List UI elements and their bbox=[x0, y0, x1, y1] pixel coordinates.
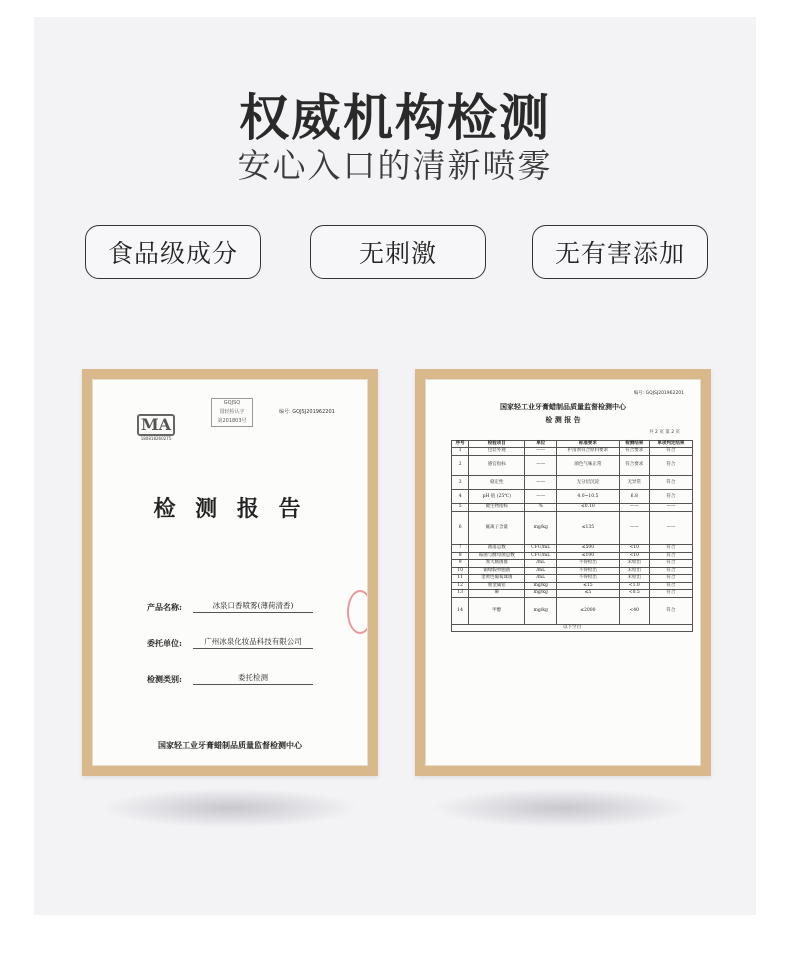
table-cell: 符合 bbox=[649, 476, 692, 490]
table-cell: 包装外观 bbox=[469, 448, 525, 456]
table-cell: 不得检出 bbox=[557, 575, 620, 583]
table-header-row bbox=[452, 441, 693, 448]
table-cell: —— bbox=[649, 504, 692, 512]
table-org-name: 国家轻工业牙膏蜡制品质量监督检测中心 bbox=[500, 402, 626, 411]
table-cell: 符合 bbox=[649, 545, 692, 553]
table-row bbox=[452, 476, 693, 490]
table-footer-note: 以下空白 bbox=[452, 624, 693, 631]
table-cell: 铜绿假单胞菌 bbox=[469, 567, 525, 575]
stamp-line: 国轻检认字 bbox=[219, 409, 245, 415]
table-cell: 符合 bbox=[649, 590, 692, 598]
table-cell: 10 bbox=[452, 567, 469, 575]
header-cell: 标准要求 bbox=[557, 441, 620, 448]
table-report-title: 检 测 报 告 bbox=[545, 415, 581, 424]
table-cell: ≤135 bbox=[557, 511, 620, 545]
table-cell: 氟离子含量 bbox=[469, 511, 525, 545]
issuer-name: 国家轻工业牙膏蜡制品质量监督检测中心 bbox=[158, 740, 302, 750]
table-cell: 符合 bbox=[649, 490, 692, 504]
header-cell: 单项判定结果 bbox=[649, 441, 692, 448]
table-cell: 符合 bbox=[649, 567, 692, 575]
table-cell: —— bbox=[649, 511, 692, 545]
report-title: 检 测 报 告 bbox=[153, 496, 307, 522]
table-row bbox=[452, 575, 693, 583]
page-indicator: 共 2 页 第 2 页 bbox=[649, 430, 680, 435]
table-cell: 霉菌与酵母菌总数 bbox=[469, 552, 525, 560]
header-cell: 单位 bbox=[525, 441, 557, 448]
table-cell: 4.0~10.5 bbox=[557, 490, 620, 504]
test-results-table bbox=[451, 440, 693, 632]
table-cell: 符合要求 bbox=[619, 448, 649, 456]
table-cell: /mL bbox=[525, 575, 557, 583]
table-cell: 5 bbox=[452, 504, 469, 512]
test-type-label: 检测类别: bbox=[147, 674, 182, 684]
table-row bbox=[452, 567, 693, 575]
table-cell: —— bbox=[525, 455, 557, 476]
table-cell: 符合 bbox=[649, 582, 692, 590]
qualification-stamp bbox=[211, 398, 253, 427]
table-cell: 无分层沉淀 bbox=[557, 476, 620, 490]
table-cell: <40 bbox=[619, 597, 649, 624]
table-cell: 6 bbox=[452, 511, 469, 545]
table-cell: 菌落总数 bbox=[469, 545, 525, 553]
table-cell: 2 bbox=[452, 455, 469, 476]
table-cell: —— bbox=[525, 476, 557, 490]
report-number: 编号: GQJSJ201962201 bbox=[279, 409, 335, 415]
test-type-value: 委托检测 bbox=[193, 672, 313, 685]
table-cell: 14 bbox=[452, 597, 469, 624]
table-row bbox=[452, 545, 693, 553]
cma-logo bbox=[135, 414, 177, 441]
stamp-line: 第201803号 bbox=[217, 418, 247, 424]
feature-food-grade: 食品级成分 bbox=[85, 225, 261, 279]
table-cell: 重金属铅 bbox=[469, 582, 525, 590]
product-name-value: 冰泉口香喷雾(薄荷清香) bbox=[193, 600, 313, 613]
table-row bbox=[452, 511, 693, 545]
table-cell: /mL bbox=[525, 567, 557, 575]
table-cell: mg/kg bbox=[525, 590, 557, 598]
table-cell: —— bbox=[525, 448, 557, 456]
table-cell: 符合要求 bbox=[619, 455, 649, 476]
table-cell: 6.8 bbox=[619, 490, 649, 504]
table-cell: 符合 bbox=[649, 448, 692, 456]
table-row bbox=[452, 597, 693, 624]
table-cell: 1 bbox=[452, 448, 469, 456]
header-cell: 序号 bbox=[452, 441, 469, 448]
table-cell: 12 bbox=[452, 582, 469, 590]
right-frame-shadow bbox=[432, 788, 692, 828]
certificate-cover-page bbox=[92, 379, 368, 766]
table-row bbox=[452, 552, 693, 560]
table-cell: mg/kg bbox=[525, 597, 557, 624]
table-cell: /mL bbox=[525, 560, 557, 568]
table-cell: % bbox=[525, 504, 557, 512]
product-name-label: 产品名称: bbox=[147, 602, 182, 612]
table-cell: ≤0.10 bbox=[557, 504, 620, 512]
table-cell: 稳定性 bbox=[469, 476, 525, 490]
table-cell: 不得检出 bbox=[557, 567, 620, 575]
table-cell: 符合 bbox=[649, 597, 692, 624]
table-cell: 护清剂符合原料要求 bbox=[557, 448, 620, 456]
table-cell: 微生物指标 bbox=[469, 504, 525, 512]
table-row bbox=[452, 582, 693, 590]
table-cell: mg/kg bbox=[525, 582, 557, 590]
table-cell: 11 bbox=[452, 575, 469, 583]
table-cell: 13 bbox=[452, 590, 469, 598]
table-cell: 不得检出 bbox=[557, 560, 620, 568]
table-cell: ≤100 bbox=[557, 552, 620, 560]
red-seal-mark bbox=[347, 590, 368, 634]
table-cell: 未检出 bbox=[619, 560, 649, 568]
table-cell: 未检出 bbox=[619, 575, 649, 583]
table-cell: <10 bbox=[619, 545, 649, 553]
table-cell: —— bbox=[619, 504, 649, 512]
table-row bbox=[452, 455, 693, 476]
table-cell: ≤500 bbox=[557, 545, 620, 553]
table-row bbox=[452, 448, 693, 456]
table-cell: 8 bbox=[452, 552, 469, 560]
cma-mark: MA bbox=[137, 414, 175, 436]
stamp-line: GQJSQ bbox=[223, 400, 241, 406]
table-cell: ≤2000 bbox=[557, 597, 620, 624]
header-cell: 检测结果 bbox=[619, 441, 649, 448]
table-cell: <0.5 bbox=[619, 590, 649, 598]
page-title: 权威机构检测 bbox=[239, 89, 551, 147]
table-cell: 3 bbox=[452, 476, 469, 490]
table-cell: 金黄色葡萄球菌 bbox=[469, 575, 525, 583]
table-cell: 甲醇 bbox=[469, 597, 525, 624]
table-cell: 砷 bbox=[469, 590, 525, 598]
table-cell: mg/kg bbox=[525, 511, 557, 545]
table-cell: pH 值 (25℃) bbox=[469, 490, 525, 504]
table-cell: CFU/mL bbox=[525, 552, 557, 560]
table-row bbox=[452, 504, 693, 512]
table-row bbox=[452, 590, 693, 598]
table-cell: 无异常 bbox=[619, 476, 649, 490]
table-cell: 7 bbox=[452, 545, 469, 553]
table-cell: 4 bbox=[452, 490, 469, 504]
certificate-table-page bbox=[425, 379, 701, 766]
table-cell: <1.0 bbox=[619, 582, 649, 590]
table-body bbox=[452, 448, 693, 632]
table-cell: 符合 bbox=[649, 552, 692, 560]
feature-non-irritating: 无刺激 bbox=[310, 225, 486, 279]
certificate-cover-frame bbox=[82, 369, 378, 776]
table-row bbox=[452, 490, 693, 504]
table-cell: —— bbox=[525, 490, 557, 504]
table-cell: 符合 bbox=[649, 560, 692, 568]
table-cell: CFU/mL bbox=[525, 545, 557, 553]
left-frame-shadow bbox=[100, 788, 360, 828]
table-cell: 未检出 bbox=[619, 567, 649, 575]
table-footer-row bbox=[452, 624, 693, 631]
table-cell: 9 bbox=[452, 560, 469, 568]
client-value: 广州冰泉化妆品科技有限公司 bbox=[193, 636, 313, 649]
table-cell: —— bbox=[619, 511, 649, 545]
certificate-table-frame bbox=[415, 369, 711, 776]
feature-no-harmful-additives: 无有害添加 bbox=[532, 225, 708, 279]
table-cell: <10 bbox=[619, 552, 649, 560]
table-cell: 感官指标 bbox=[469, 455, 525, 476]
cma-code: 180818260275 bbox=[140, 436, 172, 441]
table-row bbox=[452, 560, 693, 568]
table-cell: 颜色气味正常 bbox=[557, 455, 620, 476]
page-subtitle: 安心入口的清新喷雾 bbox=[237, 146, 553, 185]
header-cell: 检验项目 bbox=[469, 441, 525, 448]
table-cell: ≤5 bbox=[557, 590, 620, 598]
table-report-number: 编号: GQJSJ201962201 bbox=[633, 391, 684, 396]
table-cell: 符合 bbox=[649, 575, 692, 583]
client-label: 委托单位: bbox=[147, 638, 182, 648]
table-cell: 符合 bbox=[649, 455, 692, 476]
table-cell: ≤15 bbox=[557, 582, 620, 590]
table-cell: 粪大肠菌群 bbox=[469, 560, 525, 568]
